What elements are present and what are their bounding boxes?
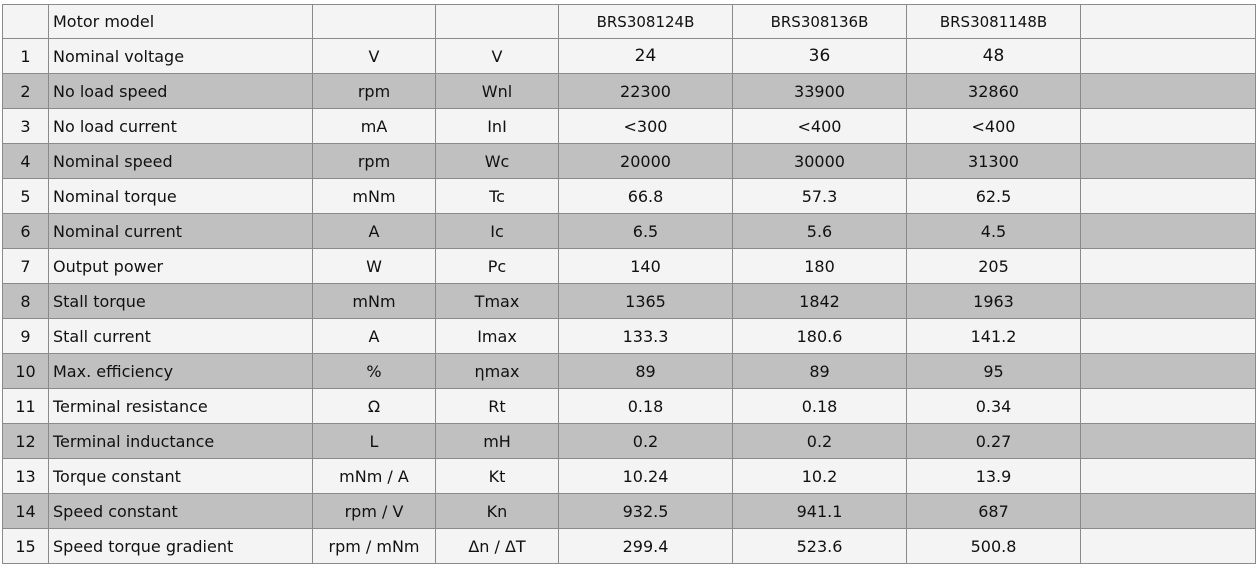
parameter-unit: rpm / V (313, 494, 436, 529)
table-row (3, 249, 1256, 284)
empty-cell (1081, 459, 1256, 494)
model-1-value: 0.18 (559, 389, 733, 424)
parameter-unit: % (313, 354, 436, 389)
table-row (3, 354, 1256, 389)
parameter-symbol: Tc (436, 179, 559, 214)
parameter-symbol: mH (436, 424, 559, 459)
empty-cell (1081, 109, 1256, 144)
parameter-unit: W (313, 249, 436, 284)
model-2-value: 36 (733, 39, 907, 74)
table-row (3, 74, 1256, 109)
row-number: 1 (3, 39, 49, 74)
empty-cell (1081, 144, 1256, 179)
parameter-name: Nominal current (49, 214, 313, 249)
model-3-value: 95 (907, 354, 1081, 389)
empty-cell (1081, 494, 1256, 529)
parameter-unit: Ω (313, 389, 436, 424)
parameter-symbol: Tmax (436, 284, 559, 319)
parameter-name: Max. efficiency (49, 354, 313, 389)
model-3-value: 31300 (907, 144, 1081, 179)
model-1-value: 0.2 (559, 424, 733, 459)
model-3-value: 0.27 (907, 424, 1081, 459)
header-label: Motor model (49, 5, 313, 39)
header-empty-cell (1081, 5, 1256, 39)
model-1-value: 299.4 (559, 529, 733, 564)
parameter-name: Output power (49, 249, 313, 284)
parameter-symbol: Δn / ΔT (436, 529, 559, 564)
model-2-value: 1842 (733, 284, 907, 319)
empty-cell (1081, 39, 1256, 74)
parameter-name: Nominal voltage (49, 39, 313, 74)
table-row (3, 109, 1256, 144)
row-number: 13 (3, 459, 49, 494)
model-2-value: <400 (733, 109, 907, 144)
parameter-symbol: V (436, 39, 559, 74)
parameter-unit: A (313, 319, 436, 354)
table-row (3, 144, 1256, 179)
parameter-unit: mNm (313, 179, 436, 214)
row-number: 9 (3, 319, 49, 354)
table-row (3, 389, 1256, 424)
empty-cell (1081, 74, 1256, 109)
empty-cell (1081, 389, 1256, 424)
table-row (3, 319, 1256, 354)
parameter-unit: mNm (313, 284, 436, 319)
empty-cell (1081, 179, 1256, 214)
empty-cell (1081, 214, 1256, 249)
model-3-header: BRS3081148B (907, 5, 1081, 39)
model-3-value: 13.9 (907, 459, 1081, 494)
row-number: 12 (3, 424, 49, 459)
model-3-value: 687 (907, 494, 1081, 529)
parameter-name: Terminal resistance (49, 389, 313, 424)
row-number: 6 (3, 214, 49, 249)
model-1-value: 932.5 (559, 494, 733, 529)
model-3-value: 141.2 (907, 319, 1081, 354)
parameter-name: Speed constant (49, 494, 313, 529)
empty-cell (1081, 284, 1256, 319)
model-3-value: 4.5 (907, 214, 1081, 249)
parameter-name: Nominal speed (49, 144, 313, 179)
parameter-unit: rpm / mNm (313, 529, 436, 564)
model-3-value: <400 (907, 109, 1081, 144)
model-3-value: 48 (907, 39, 1081, 74)
header-row (3, 5, 1256, 39)
parameter-symbol: Wc (436, 144, 559, 179)
model-1-value: 66.8 (559, 179, 733, 214)
model-1-value: 1365 (559, 284, 733, 319)
table-row (3, 529, 1256, 564)
row-number: 7 (3, 249, 49, 284)
model-2-value: 0.2 (733, 424, 907, 459)
parameter-unit: mNm / A (313, 459, 436, 494)
parameter-symbol: Imax (436, 319, 559, 354)
model-3-value: 1963 (907, 284, 1081, 319)
empty-cell (1081, 249, 1256, 284)
header-symbol-cell (436, 5, 559, 39)
model-2-value: 523.6 (733, 529, 907, 564)
model-2-value: 57.3 (733, 179, 907, 214)
model-1-value: 10.24 (559, 459, 733, 494)
model-2-value: 10.2 (733, 459, 907, 494)
model-2-value: 33900 (733, 74, 907, 109)
row-number: 11 (3, 389, 49, 424)
table-row (3, 424, 1256, 459)
table-row (3, 494, 1256, 529)
model-2-value: 30000 (733, 144, 907, 179)
empty-cell (1081, 529, 1256, 564)
header-unit-cell (313, 5, 436, 39)
parameter-name: Stall torque (49, 284, 313, 319)
table-row (3, 179, 1256, 214)
model-2-value: 941.1 (733, 494, 907, 529)
parameter-unit: A (313, 214, 436, 249)
parameter-symbol: InI (436, 109, 559, 144)
model-3-value: 0.34 (907, 389, 1081, 424)
header-index-cell (3, 5, 49, 39)
model-1-header: BRS308124B (559, 5, 733, 39)
model-2-value: 0.18 (733, 389, 907, 424)
spec-table-body (3, 5, 1256, 564)
row-number: 5 (3, 179, 49, 214)
model-3-value: 500.8 (907, 529, 1081, 564)
model-1-value: 22300 (559, 74, 733, 109)
parameter-name: No load current (49, 109, 313, 144)
table-row (3, 459, 1256, 494)
row-number: 4 (3, 144, 49, 179)
model-2-value: 180 (733, 249, 907, 284)
model-3-value: 32860 (907, 74, 1081, 109)
parameter-unit: V (313, 39, 436, 74)
model-1-value: 140 (559, 249, 733, 284)
row-number: 8 (3, 284, 49, 319)
parameter-symbol: Kn (436, 494, 559, 529)
model-2-value: 180.6 (733, 319, 907, 354)
parameter-symbol: Pc (436, 249, 559, 284)
parameter-name: Terminal inductance (49, 424, 313, 459)
row-number: 3 (3, 109, 49, 144)
parameter-name: Speed torque gradient (49, 529, 313, 564)
table-row (3, 214, 1256, 249)
model-1-value: 133.3 (559, 319, 733, 354)
row-number: 14 (3, 494, 49, 529)
row-number: 10 (3, 354, 49, 389)
parameter-name: Torque constant (49, 459, 313, 494)
parameter-unit: L (313, 424, 436, 459)
model-3-value: 62.5 (907, 179, 1081, 214)
parameter-symbol: Kt (436, 459, 559, 494)
parameter-name: Nominal torque (49, 179, 313, 214)
parameter-unit: rpm (313, 74, 436, 109)
row-number: 2 (3, 74, 49, 109)
empty-cell (1081, 319, 1256, 354)
parameter-unit: rpm (313, 144, 436, 179)
parameter-name: Stall current (49, 319, 313, 354)
model-1-value: 6.5 (559, 214, 733, 249)
parameter-unit: mA (313, 109, 436, 144)
parameter-symbol: Ic (436, 214, 559, 249)
model-1-value: 20000 (559, 144, 733, 179)
parameter-name: No load speed (49, 74, 313, 109)
model-2-value: 89 (733, 354, 907, 389)
model-1-value: 89 (559, 354, 733, 389)
model-2-header: BRS308136B (733, 5, 907, 39)
model-1-value: 24 (559, 39, 733, 74)
table-row (3, 39, 1256, 74)
parameter-symbol: Rt (436, 389, 559, 424)
table-row (3, 284, 1256, 319)
model-3-value: 205 (907, 249, 1081, 284)
model-2-value: 5.6 (733, 214, 907, 249)
model-1-value: <300 (559, 109, 733, 144)
row-number: 15 (3, 529, 49, 564)
parameter-symbol: Wnl (436, 74, 559, 109)
motor-spec-table (2, 4, 1256, 564)
empty-cell (1081, 424, 1256, 459)
empty-cell (1081, 354, 1256, 389)
parameter-symbol: ηmax (436, 354, 559, 389)
